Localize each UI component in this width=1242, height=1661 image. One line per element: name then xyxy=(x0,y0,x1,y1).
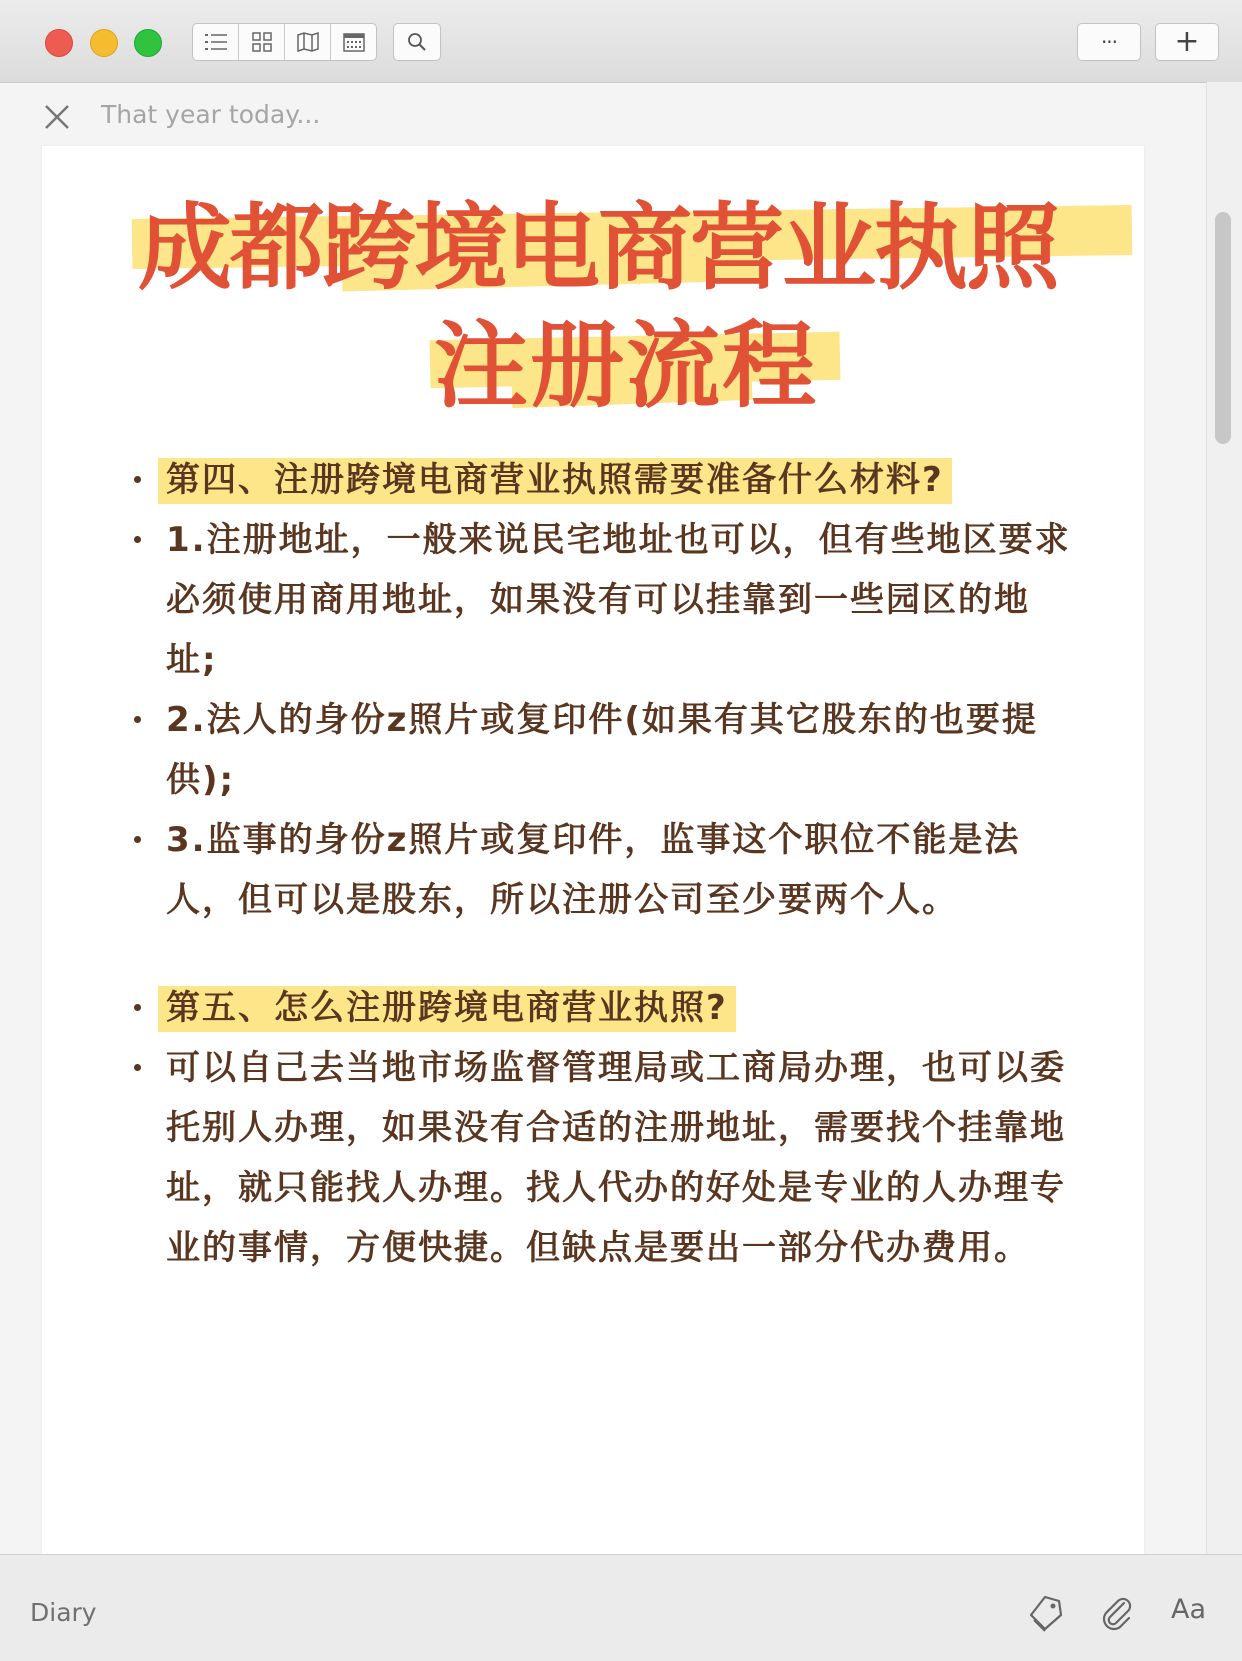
view-switcher xyxy=(192,23,377,61)
font-settings-button[interactable]: Aa xyxy=(1171,1594,1207,1625)
close-window-button[interactable] xyxy=(45,29,73,57)
more-options-label: ··· xyxy=(1100,30,1118,54)
body-line: 3.监事的身份z照片或复印件，监事这个职位不能是法 xyxy=(166,820,1021,860)
scrollbar-thumb[interactable] xyxy=(1215,212,1231,444)
add-entry-button[interactable] xyxy=(1155,23,1219,61)
calendar-icon xyxy=(343,32,365,52)
tag-button[interactable] xyxy=(1025,1593,1065,1633)
grid-view-button[interactable] xyxy=(239,24,285,60)
grid-icon xyxy=(252,32,272,52)
search-button[interactable] xyxy=(393,23,441,61)
close-entry-button[interactable] xyxy=(40,100,74,134)
section-heading-text: 第五、怎么注册跨境电商营业执照? xyxy=(158,986,736,1032)
journal-selector[interactable]: Diary xyxy=(30,1598,97,1627)
body-line: 址，就只能找人办理。找人代办的好处是专业的人办理专 xyxy=(166,1168,1066,1208)
section-heading-text: 第四、注册跨境电商营业执照需要准备什么材料? xyxy=(158,458,952,504)
body-line: 人，但可以是股东，所以注册公司至少要两个人。 xyxy=(166,880,958,920)
add-entry-label: + xyxy=(1174,24,1200,59)
more-options-button[interactable] xyxy=(1077,23,1141,61)
body-line: 址; xyxy=(166,640,218,680)
close-icon xyxy=(40,100,74,134)
title-line-2: 注册流程 xyxy=(434,312,819,421)
bullet-dot xyxy=(134,1004,141,1011)
bullet-dot xyxy=(134,476,141,483)
attachment-button[interactable] xyxy=(1097,1593,1137,1633)
calendar-view-button[interactable] xyxy=(331,24,376,60)
map-icon xyxy=(297,32,319,52)
bullet-dot xyxy=(134,716,141,723)
window-titlebar xyxy=(0,0,1242,83)
body-line: 1.注册地址，一般来说民宅地址也可以，但有些地区要求 xyxy=(166,520,1071,560)
entry-title-placeholder[interactable]: That year today... xyxy=(101,100,321,129)
body-line: 供); xyxy=(166,760,236,800)
bullet-dot xyxy=(134,836,141,843)
tag-icon xyxy=(1025,1593,1065,1633)
body-line: 2.法人的身份z照片或复印件(如果有其它股东的也要提 xyxy=(166,700,1038,740)
section-heading xyxy=(166,452,952,501)
bullet-dot xyxy=(134,1064,141,1071)
list-icon xyxy=(205,33,227,51)
map-view-button[interactable] xyxy=(285,24,331,60)
list-view-button[interactable] xyxy=(193,24,239,60)
bullet-dot xyxy=(134,536,141,543)
title-line-1: 成都跨境电商营业执照 xyxy=(138,194,1059,303)
body-line: 必须使用商用地址，如果没有可以挂靠到一些园区的地 xyxy=(166,580,1030,620)
paperclip-icon xyxy=(1097,1593,1137,1633)
search-icon xyxy=(407,32,427,52)
body-line: 业的事情，方便快捷。但缺点是要出一部分代办费用。 xyxy=(166,1228,1030,1268)
section-heading xyxy=(166,980,736,1029)
body-line: 托别人办理，如果没有合适的注册地址，需要找个挂靠地 xyxy=(166,1108,1066,1148)
body-line: 可以自己去当地市场监督管理局或工商局办理，也可以委 xyxy=(166,1048,1066,1088)
entry-content-card xyxy=(42,146,1144,1556)
zoom-window-button[interactable] xyxy=(134,29,162,57)
minimize-window-button[interactable] xyxy=(90,29,118,57)
